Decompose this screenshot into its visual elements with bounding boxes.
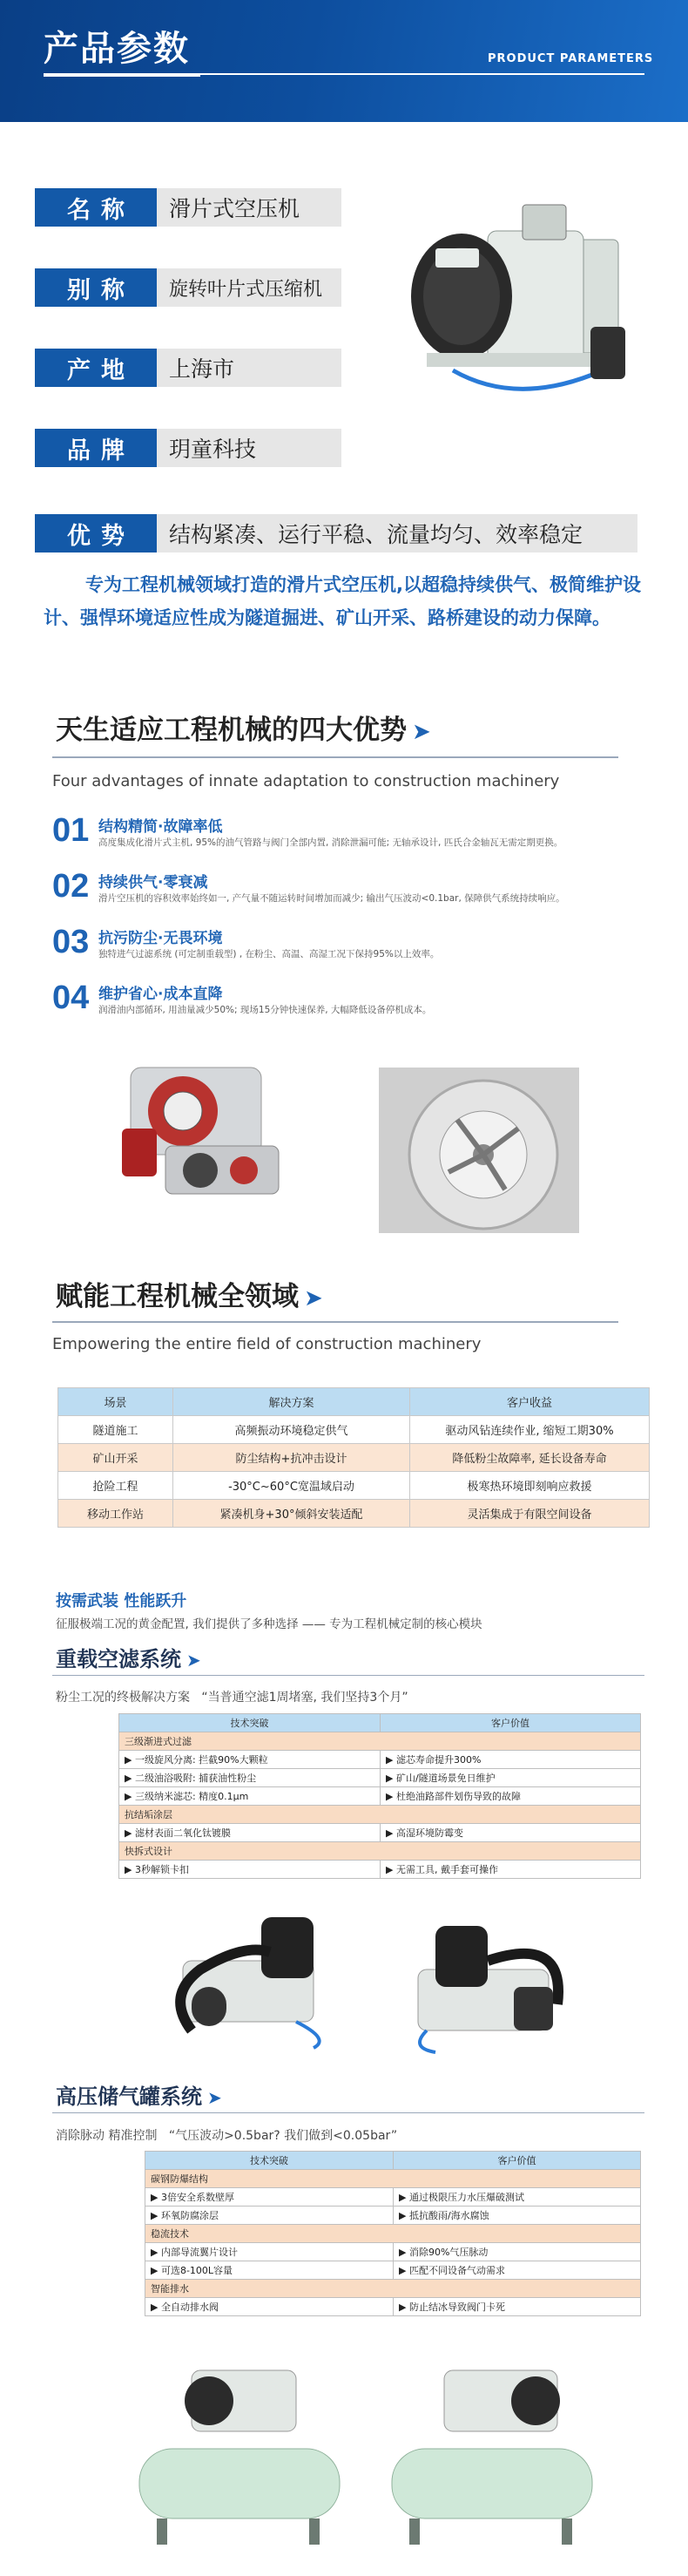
advantage-title: 抗污防尘·无畏环境 <box>98 930 223 947</box>
advantages-heading <box>56 708 431 747</box>
table-cell: ▶ 消除90%气压脉动 <box>394 2243 641 2261</box>
advantages-title: 天生适应工程机械的四大优势 <box>56 715 407 746</box>
advantage-number: 02 <box>52 868 90 905</box>
table-section-row: 快拆式设计 <box>119 1842 641 1861</box>
filter-product-image <box>157 1908 348 2057</box>
table-cell: ▶ 三级纳米滤芯: 精度0.1μm <box>119 1787 381 1806</box>
table-section-row: 抗结垢涂层 <box>119 1806 641 1824</box>
options-title: 按需武装 性能跃升 <box>56 1592 187 1610</box>
table-header-row <box>58 1388 650 1416</box>
advantage-desc: 高度集成化滑片式主机, 95%的油气管路与阀门全部内置, 消除泄漏可能; 无轴承设计, 匹氏合金轴瓦无需定期更换。 <box>98 837 563 848</box>
table-row <box>58 1472 650 1500</box>
table-cell: ▶ 二级油浴吸附: 捕获油性粉尘 <box>119 1769 381 1787</box>
tank-heading <box>56 2079 222 2110</box>
table-section-row: 稳流技术 <box>145 2225 641 2243</box>
arrow-icon: ➤ <box>207 2087 222 2108</box>
table-cell: ▶ 通过极限压力水压爆破测试 <box>394 2188 641 2207</box>
advantage-number: 01 <box>52 812 90 849</box>
table-cell: 移动工作站 <box>58 1500 173 1528</box>
table-cell: ▶ 匹配不同设备气动需求 <box>394 2261 641 2280</box>
table-cell: 隧道施工 <box>58 1416 173 1444</box>
column-header: 解决方案 <box>173 1388 410 1416</box>
arrow-icon: ➤ <box>304 1285 323 1312</box>
advantage-number: 03 <box>52 924 90 960</box>
spec-label-origin: 产地 <box>35 349 157 387</box>
compressor-cutaway-image <box>105 1041 305 1216</box>
arrow-icon: ➤ <box>412 719 431 745</box>
spec-value-origin: 上海市 <box>157 349 341 387</box>
table-cell: ▶ 3倍安全系数壁厚 <box>145 2188 394 2207</box>
column-header: 场景 <box>58 1388 173 1416</box>
rotor-closeup-image <box>379 1068 579 1233</box>
table-cell: 极寒热环境即刻响应救援 <box>410 1472 650 1500</box>
tank-divider <box>52 2112 644 2113</box>
table-cell: 灵活集成于有限空间设备 <box>410 1500 650 1528</box>
table-section-row: 碳钢防爆结构 <box>145 2170 641 2188</box>
filter-sub2: “当普通空滤1周堵塞, 我们坚持3个月” <box>201 1691 408 1705</box>
table-cell: ▶ 抵抗酸雨/海水腐蚀 <box>394 2207 641 2225</box>
filter-table <box>118 1713 641 1879</box>
table-cell: ▶ 全自动排水阀 <box>145 2298 394 2316</box>
filter-sub1: 粉尘工况的终极解决方案 <box>56 1691 190 1705</box>
table-cell: 紧凑机身+30°倾斜安装适配 <box>173 1500 410 1528</box>
spec-label-name: 名称 <box>35 188 157 227</box>
advantage-title: 持续供气·零衰减 <box>98 874 208 891</box>
filter-title: 重载空滤系统 <box>56 1647 181 1671</box>
advantage-desc: 独特进气过滤系统 (可定制重载型) , 在粉尘、高温、高湿工况下保持95%以上效率。 <box>98 949 440 959</box>
advantage-title: 结构精简·故障率低 <box>98 818 223 836</box>
compressor-product-image <box>392 196 644 410</box>
table-cell: 防尘结构+抗冲击设计 <box>173 1444 410 1472</box>
table-cell: ▶ 滤材表面二氧化钛镀膜 <box>119 1824 381 1842</box>
column-header: 技术突破 <box>119 1714 381 1732</box>
column-header: 客户收益 <box>410 1388 650 1416</box>
table-cell: -30°C~60°C宽温域启动 <box>173 1472 410 1500</box>
table-cell: ▶ 内部导流翼片设计 <box>145 2243 394 2261</box>
tank-title: 高压储气罐系统 <box>56 2085 202 2109</box>
filter-divider <box>52 1675 644 1676</box>
advantages-divider <box>52 756 618 758</box>
spec-label-brand: 品牌 <box>35 429 157 467</box>
table-cell: ▶ 3秒解锁卡扣 <box>119 1861 381 1879</box>
tank-product-image <box>383 2353 601 2553</box>
spec-label-advantage: 优势 <box>35 514 157 552</box>
column-header: 技术突破 <box>145 2152 394 2170</box>
header-divider-accent <box>44 73 200 77</box>
table-row <box>58 1500 650 1528</box>
page-title: 产品参数 <box>44 29 190 69</box>
filter-heading <box>56 1642 201 1672</box>
table-row <box>58 1444 650 1472</box>
table-cell: ▶ 防止结冰导致阀门卡死 <box>394 2298 641 2316</box>
table-cell: 矿山开采 <box>58 1444 173 1472</box>
spec-value-brand: 玥童科技 <box>157 429 341 467</box>
spec-value-advantage: 结构紧凑、运行平稳、流量均匀、效率稳定 <box>157 514 637 552</box>
fields-heading <box>56 1274 323 1313</box>
spec-value-name: 滑片式空压机 <box>157 188 341 227</box>
table-cell: ▶ 一级旋风分离: 拦截90%大颗粒 <box>119 1751 381 1769</box>
advantage-number: 04 <box>52 980 90 1016</box>
filter-subtitle <box>56 1688 408 1705</box>
spec-label-alias: 别称 <box>35 268 157 307</box>
tank-sub1: 消除脉动 精准控制 <box>56 2129 158 2143</box>
table-cell: ▶ 滤芯寿命提升300% <box>381 1751 641 1769</box>
column-header: 客户价值 <box>394 2152 641 2170</box>
tank-sub2: “气压波动>0.5bar? 我们做到<0.05bar” <box>168 2129 398 2143</box>
intro-paragraph: 专为工程机械领域打造的滑片式空压机,以超稳持续供气、极简维护设计、强悍环境适应性成为隧道掘进、矿山开采、路桥建设的动力保障。 <box>44 574 641 628</box>
arrow-icon: ➤ <box>186 1650 201 1671</box>
advantage-desc: 滑片空压机的容积效率始终如一, 产气量不随运转时间增加而减少; 输出气压波动<0.1bar, 保障供气系统持续响应。 <box>98 893 565 904</box>
table-cell: ▶ 杜绝油路部件划伤导致的故障 <box>381 1787 641 1806</box>
table-cell: 降低粉尘故障率, 延长设备寿命 <box>410 1444 650 1472</box>
fields-title: 赋能工程机械全领域 <box>56 1281 299 1312</box>
fields-table <box>57 1387 650 1528</box>
table-cell: 高频振动环境稳定供气 <box>173 1416 410 1444</box>
page-subtitle: PRODUCT PARAMETERS <box>488 52 654 65</box>
fields-divider <box>52 1321 618 1323</box>
table-row <box>58 1416 650 1444</box>
table-cell: ▶ 高湿环境防霉变 <box>381 1824 641 1842</box>
table-cell: 抢险工程 <box>58 1472 173 1500</box>
table-section-row: 智能排水 <box>145 2280 641 2298</box>
table-cell: 驱动风钻连续作业, 缩短工期30% <box>410 1416 650 1444</box>
tank-table <box>145 2151 641 2316</box>
advantages-title-en: Four advantages of innate adaptation to construction machinery <box>52 772 560 790</box>
table-cell: ▶ 无需工具, 戴手套可操作 <box>381 1861 641 1879</box>
tank-product-image <box>131 2353 348 2553</box>
fields-title-en: Empowering the entire field of construction machinery <box>52 1335 482 1353</box>
table-cell: ▶ 环氧防腐涂层 <box>145 2207 394 2225</box>
table-section-row: 三级渐进式过滤 <box>119 1732 641 1751</box>
filter-product-image <box>383 1917 592 2057</box>
table-cell: ▶ 矿山/隧道场景免日维护 <box>381 1769 641 1787</box>
tank-subtitle <box>56 2126 397 2144</box>
options-desc: 征服极端工况的黄金配置, 我们提供了多种选择 —— 专为工程机械定制的核心模块 <box>56 1617 482 1631</box>
spec-value-alias: 旋转叶片式压缩机 <box>157 268 341 307</box>
header-banner <box>0 0 688 122</box>
advantage-title: 维护省心·成本直降 <box>98 986 223 1003</box>
advantage-desc: 润滑油内部循环, 用油量减少50%; 现场15分钟快速保养, 大幅降低设备停机成本。 <box>98 1005 432 1015</box>
table-cell: ▶ 可选8-100L容量 <box>145 2261 394 2280</box>
column-header: 客户价值 <box>381 1714 641 1732</box>
